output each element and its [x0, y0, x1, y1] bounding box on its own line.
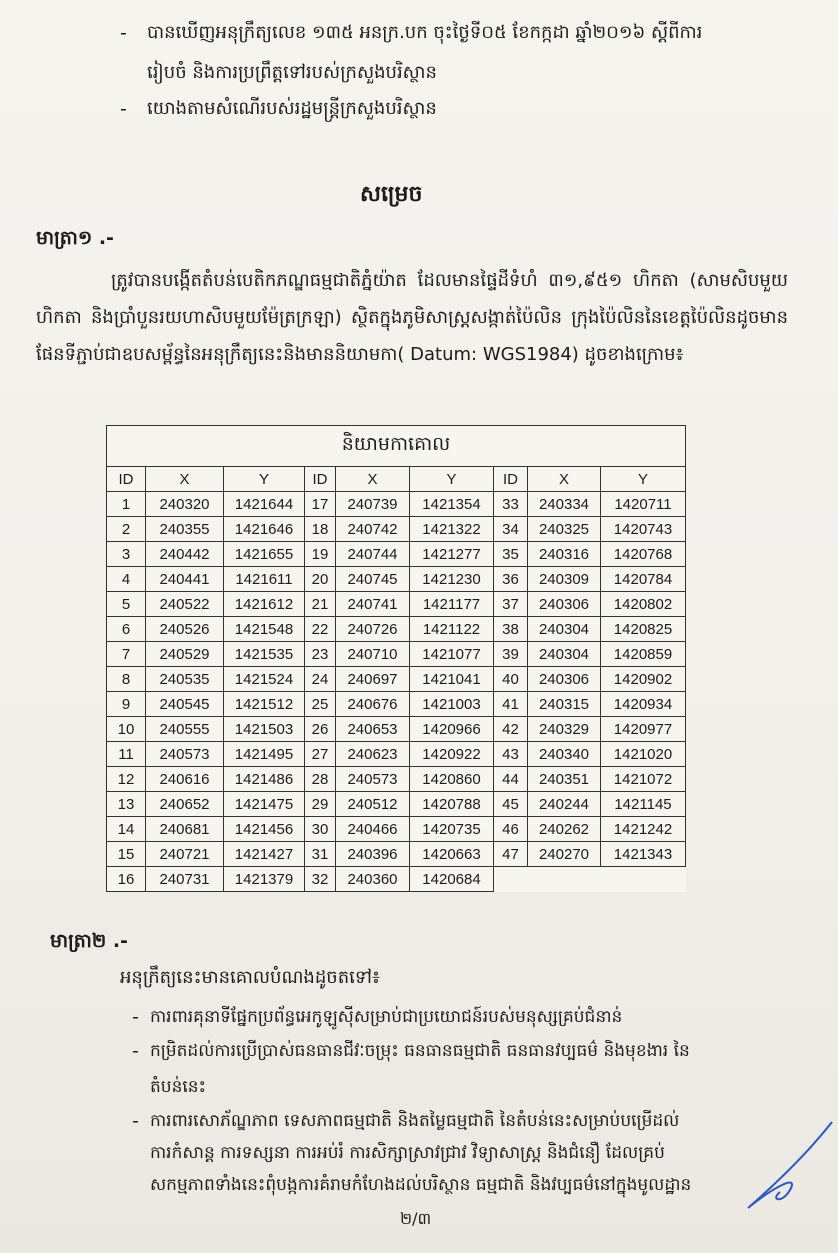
article-2-item: ការពារគុនាទីផ្នែកប្រព័ន្ធអេកូឡូស៊ីសម្រាប់ជាប្រយោជន៍របស់មនុស្សគ្រប់ជំនាន់ — [150, 1007, 623, 1027]
table-cell: 18 — [305, 517, 336, 542]
table-cell: 1421020 — [601, 742, 686, 767]
table-cell: 240316 — [528, 542, 601, 567]
table-cell: 240653 — [336, 717, 410, 742]
table-cell: 240522 — [146, 592, 224, 617]
page-number: ២/៣ — [400, 1209, 432, 1228]
table-cell: 1421145 — [601, 792, 686, 817]
table-cell: 15 — [107, 842, 146, 867]
table-cell: 1421122 — [410, 617, 494, 642]
column-header: Y — [410, 467, 494, 492]
table-header-row — [107, 467, 686, 492]
preamble-line-2: យោងតាមសំណើរបស់រដ្ឋមន្ត្រីក្រសួងបរិស្ថាន — [147, 98, 437, 119]
table-cell: 35 — [494, 542, 528, 567]
table-cell: 1421486 — [224, 767, 305, 792]
table-row — [107, 592, 686, 617]
table-cell: 1420663 — [410, 842, 494, 867]
bullet-marker: - — [132, 1110, 139, 1132]
bullet-marker: - — [120, 22, 127, 44]
table-row — [107, 692, 686, 717]
table-cell: 240306 — [528, 592, 601, 617]
column-header: ID — [107, 467, 146, 492]
table-cell: 23 — [305, 642, 336, 667]
article-2-item-continued: ការកំសាន្ត ការទស្សនា ការអប់រំ ការសិក្សាស្រាវជ្រាវ វិទ្យាសាស្ត្រ និងជំនឿ ដែលគ្រប់ — [150, 1143, 665, 1163]
table-cell: 240441 — [146, 567, 224, 592]
table-cell: 240355 — [146, 517, 224, 542]
table-cell: 240726 — [336, 617, 410, 642]
coordinates-table — [106, 425, 686, 892]
table-cell: 43 — [494, 742, 528, 767]
table-cell: 240710 — [336, 642, 410, 667]
table-cell: 4 — [107, 567, 146, 592]
table-row — [107, 817, 686, 842]
table-cell: 240652 — [146, 792, 224, 817]
table-cell: 1420684 — [410, 867, 494, 892]
table-row — [107, 767, 686, 792]
column-header: Y — [224, 467, 305, 492]
table-cell: 24 — [305, 667, 336, 692]
table-cell: 25 — [305, 692, 336, 717]
table-cell: 1421611 — [224, 567, 305, 592]
table-cell: 240315 — [528, 692, 601, 717]
table-cell: 33 — [494, 492, 528, 517]
table-cell: 240744 — [336, 542, 410, 567]
table-row — [107, 842, 686, 867]
table-cell: 240741 — [336, 592, 410, 617]
table-row — [107, 667, 686, 692]
table-cell: 13 — [107, 792, 146, 817]
table-cell: 3 — [107, 542, 146, 567]
table-cell: 1420768 — [601, 542, 686, 567]
table-cell: 240320 — [146, 492, 224, 517]
table-cell: 240529 — [146, 642, 224, 667]
table-cell: 1420825 — [601, 617, 686, 642]
table-cell: 1421077 — [410, 642, 494, 667]
table-cell: 240681 — [146, 817, 224, 842]
table-cell: 240304 — [528, 617, 601, 642]
table-cell: 14 — [107, 817, 146, 842]
table-cell: 2 — [107, 517, 146, 542]
table-cell: 28 — [305, 767, 336, 792]
column-header: Y — [601, 467, 686, 492]
table-cell: 8 — [107, 667, 146, 692]
article-2-item: កម្រិតដល់ការប្រើប្រាស់ធនធានជីវៈចម្រុះ ធនធានធម្មជាតិ ធនធានវប្បធម៌ និងមុខងារ នៃ — [150, 1041, 690, 1061]
column-header: X — [336, 467, 410, 492]
table-cell: 240573 — [146, 742, 224, 767]
table-cell: 36 — [494, 567, 528, 592]
table-cell: 1421524 — [224, 667, 305, 692]
table-cell: 1420922 — [410, 742, 494, 767]
signature-mark — [740, 1120, 835, 1245]
article-1-body: ត្រូវបានបង្កើតតំបន់បេតិកភណ្ឌធម្មជាតិភ្នំយ៉ាត ដែលមានផ្ទៃដីទំហំ ៣១,៩៥១ ហិកតា (សាមសិបមួយហិកតា និងប្រាំបួនរយហាសិបមួយម៉ែត្រក្រឡា) ស្ថិតក្នុងភូមិសាស្ត្រសង្កាត់ប៉ៃលិន ក្រុងប៉ៃលិននៃខេត្តប៉ៃលិនដូចមានផែនទីភ្ជាប់ជាឧបសម្ព័ន្ធនៃអនុក្រឹត្យនេះនិងមាននិយាមកា( Datum: WGS1984) ដូចខាងក្រោម៖ — [36, 270, 788, 365]
table-cell: 1421379 — [224, 867, 305, 892]
table-cell: 1421277 — [410, 542, 494, 567]
column-header: X — [528, 467, 601, 492]
table-body — [107, 492, 686, 892]
table-cell: 46 — [494, 817, 528, 842]
table-cell: 1420966 — [410, 717, 494, 742]
table-cell: 1421354 — [410, 492, 494, 517]
column-header: X — [146, 467, 224, 492]
table-cell: 1420802 — [601, 592, 686, 617]
table-cell: 240573 — [336, 767, 410, 792]
table-cell: 1421041 — [410, 667, 494, 692]
table-cell: 240676 — [336, 692, 410, 717]
table-row — [107, 517, 686, 542]
table-cell: 16 — [107, 867, 146, 892]
table-cell: 1420860 — [410, 767, 494, 792]
table-row — [107, 542, 686, 567]
table-cell: 240325 — [528, 517, 601, 542]
table-cell: 1421512 — [224, 692, 305, 717]
preamble-line-1: បានឃើញអនុក្រឹត្យលេខ ១៣៥ អនក្រ.បក ចុះថ្ងៃទី០៥ ខែកក្កដា ឆ្នាំ២០១៦ ស្តីពីការ — [147, 22, 703, 43]
table-cell: 39 — [494, 642, 528, 667]
table-cell: 1420977 — [601, 717, 686, 742]
table-cell: 1420902 — [601, 667, 686, 692]
article-1-title: មាត្រា១ .- — [36, 227, 114, 249]
table-cell: 240360 — [336, 867, 410, 892]
table-cell: 42 — [494, 717, 528, 742]
table-cell: 1420934 — [601, 692, 686, 717]
table-cell: 22 — [305, 617, 336, 642]
table-cell: 37 — [494, 592, 528, 617]
table-row — [107, 617, 686, 642]
table-cell: 21 — [305, 592, 336, 617]
table-cell: 240731 — [146, 867, 224, 892]
table-caption: និយាមកាគោល — [107, 426, 686, 467]
article-2-item: ការពារសោភ័ណ្ឌភាព ទេសភាពធម្មជាតិ និងតម្លៃធម្មជាតិ នៃតំបន់នេះសម្រាប់បម្រើដល់ — [150, 1111, 680, 1131]
table-row — [107, 717, 686, 742]
table-cell: 12 — [107, 767, 146, 792]
table-cell: 1421322 — [410, 517, 494, 542]
table-cell: 41 — [494, 692, 528, 717]
table-cell: 1421475 — [224, 792, 305, 817]
table-cell: 1421644 — [224, 492, 305, 517]
article-2-item-continued: សកម្មភាពទាំងនេះពុំបង្កការគំរាមកំហែងដល់បរិស្ថាន ធម្មជាតិ និងវប្បធម៌នៅក្នុងមូលដ្ឋាន — [150, 1175, 692, 1195]
table-cell: 1421242 — [601, 817, 686, 842]
table-cell: 29 — [305, 792, 336, 817]
table-cell: 1420788 — [410, 792, 494, 817]
table-cell: 1421427 — [224, 842, 305, 867]
decision-title: សម្រេច — [360, 182, 423, 207]
table-cell: 240616 — [146, 767, 224, 792]
table-cell: 27 — [305, 742, 336, 767]
table-cell: 240309 — [528, 567, 601, 592]
table-cell: 240745 — [336, 567, 410, 592]
column-header: ID — [305, 467, 336, 492]
bullet-marker: - — [120, 98, 127, 120]
table-cell: 1 — [107, 492, 146, 517]
table-cell: 240545 — [146, 692, 224, 717]
table-cell: 9 — [107, 692, 146, 717]
table-cell: 47 — [494, 842, 528, 867]
table-cell: 1421456 — [224, 817, 305, 842]
table-cell: 11 — [107, 742, 146, 767]
table-cell: 1421072 — [601, 767, 686, 792]
column-header: ID — [494, 467, 528, 492]
table-cell: 1421003 — [410, 692, 494, 717]
table-cell: 17 — [305, 492, 336, 517]
table-cell: 44 — [494, 767, 528, 792]
table-cell: 240244 — [528, 792, 601, 817]
table-cell: 1420743 — [601, 517, 686, 542]
table-row — [107, 742, 686, 767]
table-cell: 45 — [494, 792, 528, 817]
table-cell: 38 — [494, 617, 528, 642]
table-cell: 240466 — [336, 817, 410, 842]
table-cell: 1421495 — [224, 742, 305, 767]
table-cell: 1421612 — [224, 592, 305, 617]
table-cell: 31 — [305, 842, 336, 867]
preamble-line-1b: រៀបចំ និងការប្រព្រឹត្តទៅរបស់ក្រសួងបរិស្ថាន — [147, 62, 437, 83]
table-row — [107, 492, 686, 517]
table-cell: 26 — [305, 717, 336, 742]
table-cell: 240334 — [528, 492, 601, 517]
table-row — [107, 642, 686, 667]
table-cell: 240270 — [528, 842, 601, 867]
table-cell: 32 — [305, 867, 336, 892]
bullet-marker: - — [132, 1040, 139, 1062]
article-2-item-continued: តំបន់នេះ — [150, 1077, 207, 1097]
table-row — [107, 567, 686, 592]
table-cell: 240351 — [528, 767, 601, 792]
table-cell: 240526 — [146, 617, 224, 642]
table-cell: 240739 — [336, 492, 410, 517]
table-cell: 240396 — [336, 842, 410, 867]
table-row — [107, 792, 686, 817]
table-cell: 1421646 — [224, 517, 305, 542]
table-cell: 240742 — [336, 517, 410, 542]
table-cell: 1421548 — [224, 617, 305, 642]
bullet-marker: - — [132, 1006, 139, 1028]
table-cell: 1421230 — [410, 567, 494, 592]
table-cell: 20 — [305, 567, 336, 592]
table-cell: 240306 — [528, 667, 601, 692]
table-cell: 6 — [107, 617, 146, 642]
table-cell: 1421655 — [224, 542, 305, 567]
table-cell: 240512 — [336, 792, 410, 817]
table-cell: 30 — [305, 817, 336, 842]
table-cell: 40 — [494, 667, 528, 692]
table-cell: 240442 — [146, 542, 224, 567]
table-cell: 240535 — [146, 667, 224, 692]
table-cell: 7 — [107, 642, 146, 667]
table-cell: 1421503 — [224, 717, 305, 742]
table-cell: 1421535 — [224, 642, 305, 667]
table-cell: 1421177 — [410, 592, 494, 617]
table-cell: 240721 — [146, 842, 224, 867]
table-cell: 240262 — [528, 817, 601, 842]
table-row — [107, 867, 686, 892]
article-2-intro: អនុក្រឹត្យនេះមានគោលបំណងដូចតទៅ៖ — [120, 967, 380, 988]
table-cell: 34 — [494, 517, 528, 542]
table-cell: 240623 — [336, 742, 410, 767]
table-cell: 240555 — [146, 717, 224, 742]
table-cell: 1421343 — [601, 842, 686, 867]
table-cell: 10 — [107, 717, 146, 742]
table-cell: 240329 — [528, 717, 601, 742]
table-cell: 240697 — [336, 667, 410, 692]
article-2-title: មាត្រា២ .- — [50, 930, 128, 952]
table-cell: 240340 — [528, 742, 601, 767]
table-cell: 19 — [305, 542, 336, 567]
table-cell: 1420711 — [601, 492, 686, 517]
table-cell: 1420859 — [601, 642, 686, 667]
table-cell: 240304 — [528, 642, 601, 667]
table-cell: 1420784 — [601, 567, 686, 592]
table-cell: 5 — [107, 592, 146, 617]
table-cell: 1420735 — [410, 817, 494, 842]
